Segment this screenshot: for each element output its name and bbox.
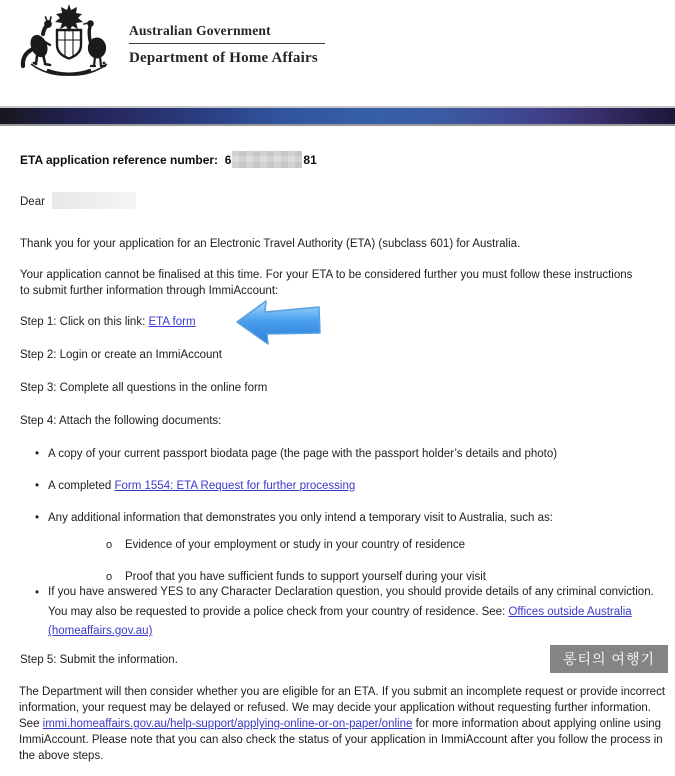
- header-wordmark: [129, 23, 325, 67]
- step-5-line: Step 5: Submit the information.: [20, 654, 178, 666]
- bullet-marker: •: [35, 587, 40, 599]
- subbullet-employment-evidence: [106, 537, 465, 553]
- bullet-form-1554-prefix: A completed: [48, 480, 115, 492]
- salutation-text: Dear: [20, 196, 45, 208]
- bullet-marker: •: [35, 480, 40, 492]
- blog-watermark-badge: [550, 645, 668, 673]
- eta-reference-line: [20, 151, 317, 168]
- paragraph-department-decision: [19, 684, 667, 764]
- blog-watermark-text: 롱티의 여행기: [562, 651, 656, 667]
- bullet-additional-info: [35, 510, 553, 526]
- bullet-character-declaration-text: If you have answered YES to any Character Declaration question, you should provide details of any criminal conviction. You may also be requested to provide a police check from your country of residence. See:: [48, 586, 654, 618]
- bullet-form-1554-text: [48, 478, 355, 494]
- bullet-marker: •: [35, 448, 40, 460]
- subbullet-marker: o: [106, 539, 113, 551]
- step-1-line: [20, 314, 196, 330]
- paragraph-not-finalised: Your application cannot be finalised at this time. For your ETA to be considered further you must follow these instructions to submit further information through ImmiAccount:: [20, 269, 633, 297]
- step-4-line: Step 4: Attach the following documents:: [20, 415, 222, 427]
- eta-reference-label: ETA application reference number:: [20, 152, 225, 167]
- offices-outside-australia-link[interactable]: Offices outside Australia (homeaffairs.gov.au): [48, 605, 632, 637]
- bullet-additional-info-text: Any additional information that demonstrates you only intend a temporary visit to Australia, such as:: [48, 512, 553, 524]
- eta-reference-prefix: 6: [224, 152, 232, 167]
- salutation-line: [20, 192, 136, 210]
- bullet-character-declaration: [35, 583, 663, 642]
- subbullet-employment-evidence-text: Evidence of your employment or study in your country of residence: [125, 539, 466, 551]
- step-2-line: Step 2: Login or create an ImmiAccount: [20, 349, 222, 361]
- subbullet-marker: o: [106, 571, 113, 583]
- australian-coat-of-arms-icon: [17, 4, 121, 78]
- step-3-line: Step 3: Complete all questions in the online form: [20, 382, 268, 394]
- department-name: Department of Home Affairs: [129, 50, 318, 66]
- paragraph-thank-you: Thank you for your application for an Electronic Travel Authority (ETA) (subclass 601) for Australia.: [20, 238, 521, 250]
- redacted-recipient-name: [52, 192, 136, 209]
- header-divider: [129, 43, 325, 44]
- subbullet-sufficient-funds-text: Proof that you have sufficient funds to support yourself during your visit: [125, 571, 486, 583]
- footer-text-part2: for more information about applying online using ImmiAccount. Please note that you can also check the status of your application in ImmiAccount after you follow the process in the above steps.: [19, 718, 663, 762]
- bullet-passport-copy-text: A copy of your current passport biodata page (the page with the passport holder’s details and photo): [48, 448, 558, 460]
- redacted-reference-digits: [232, 151, 302, 168]
- step-1-text: Step 1: Click on this link:: [20, 316, 149, 328]
- footer-text-part1: The Department will then consider whether you are eligible for an ETA. If you submit an incomplete request or provide incorrect information, your request may be delayed or refused. We may decide your application without requesting further information. See: [19, 686, 666, 730]
- bullet-form-1554: [35, 478, 355, 494]
- government-name: Australian Government: [129, 23, 271, 38]
- highlight-arrow-icon: [233, 296, 323, 350]
- immi-homeaffairs-link[interactable]: immi.homeaffairs.gov.au/help-support/applying-online-or-on-paper/online: [42, 718, 413, 730]
- bullet-passport-copy: [35, 446, 557, 462]
- eta-reference-suffix: 81: [303, 152, 317, 167]
- bullet-marker: •: [35, 512, 40, 524]
- eta-form-link[interactable]: ETA form: [148, 316, 196, 328]
- brand-gradient-banner: [0, 106, 675, 126]
- form-1554-link[interactable]: Form 1554: ETA Request for further processing: [114, 480, 356, 492]
